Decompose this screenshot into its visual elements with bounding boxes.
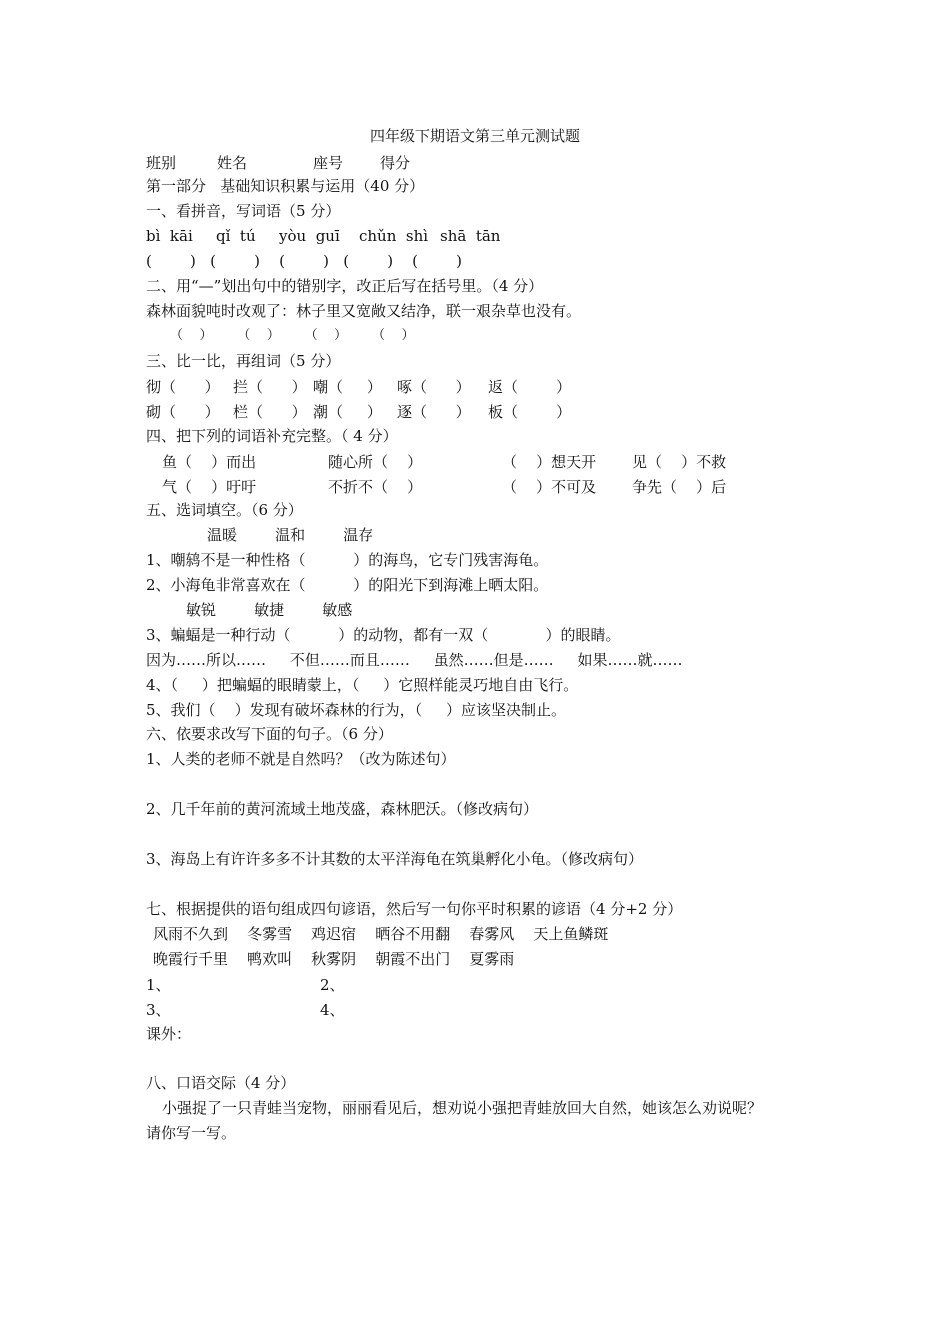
q5-sentence-4: 4、（ ）把蝙蝠的眼睛蒙上，（ ）它照样能灵巧地自由飞行。 [146,676,579,694]
q8-paragraph-1: 小强捉了一只青蛙当宠物，丽丽看见后，想劝说小强把青蛙放回大自然，她该怎么劝说呢？ [162,1099,763,1117]
field-score: 得分 [380,154,411,172]
q3-r2-3: 潮（ ） [313,403,382,421]
q1-heading: 一、看拼音，写词语（5 分） [146,202,341,220]
q4-r1-1: 鱼（ ）而出 [162,453,257,471]
q3-r2-5: 板（ ） [488,403,572,421]
part-heading: 第一部分 基础知识积累与运用（40 分） [146,177,425,195]
field-seat: 座号 [313,154,344,172]
field-class: 班别 [146,154,177,172]
q3-r2-2: 栏（ ） [233,403,307,421]
pinyin-1: bì kāi [146,227,193,245]
q7-proverbs-1: 风雨不久到 冬雾雪 鸡迟宿 晒谷不用翻 春雾风 天上鱼鳞斑 [153,925,609,943]
q4-heading: 四、把下列的词语补充完整。（ 4 分） [146,427,398,445]
q8-paragraph-2: 请你写一写。 [146,1124,237,1142]
q2-sentence: 森林面貌吨时改观了：林子里又宽敞又结净，联一艰杂草也没有。 [146,302,582,320]
q4-r2-2: 不折不（ ） [328,478,423,496]
q4-r2-1: 气（ ）吁吁 [162,478,257,496]
q4-r1-4: 见（ ）不救 [632,453,727,471]
q3-heading: 三、比一比，再组词（5 分） [146,352,341,370]
q7-answer-1: 1、 [146,976,171,994]
q5-words-3: 因为……所以…… 不但……而且…… 虽然……但是…… 如果……就…… [146,651,683,669]
q4-r2-4: 争先（ ）后 [632,478,727,496]
pinyin-3: yòu guī [279,227,340,245]
q4-r1-3: （ ）想天开 [502,453,597,471]
q2-blanks: （ ） （ ） （ ） （ ） [170,328,415,343]
q5-sentence-1: 1、嘲鸫不是一种性格（ ）的海鸟，它专门残害海龟。 [146,551,549,569]
q8-heading: 八、口语交际（4 分） [146,1074,296,1092]
pinyin-5: shā tān [440,227,501,245]
q7-answer-4: 4、 [320,1001,345,1019]
q5-sentence-3: 3、蝙蝠是一种行动（ ）的动物，都有一双（ ）的眼睛。 [146,626,621,644]
q7-proverbs-2: 晚霞行千里 鸭欢叫 秋雾阴 朝霞不出门 夏雾雨 [153,950,515,968]
q4-r1-2: 随心所（ ） [328,453,423,471]
q3-r1-4: 啄（ ） [397,378,471,396]
q6-sentence-2: 2、几千年前的黄河流域土地茂盛，森林肥沃。（修改病句） [146,800,539,818]
q6-sentence-3: 3、海岛上有许许多多不计其数的太平洋海龟在筑巢孵化小龟。（修改病句） [146,850,644,868]
q4-r2-3: （ ）不可及 [502,478,597,496]
pinyin-2: qǐ tú [216,227,256,245]
q6-heading: 六、依要求改写下面的句子。（6 分） [146,725,393,743]
q3-r2-4: 逐（ ） [397,403,471,421]
q3-r1-3: 嘲（ ） [313,378,382,396]
q3-r1-2: 拦（ ） [233,378,307,396]
q3-r2-1: 砌（ ） [146,403,220,421]
q7-heading: 七、根据提供的语句组成四句谚语，然后写一句你平时积累的谚语（4 分+2 分） [146,900,683,918]
q6-sentence-1: 1、人类的老师不就是自然吗？（改为陈述句） [146,750,456,768]
q7-extra: 课外： [146,1025,192,1043]
field-name: 姓名 [217,154,248,172]
q5-sentence-2: 2、小海龟非常喜欢在（ ）的阳光下到海滩上晒太阳。 [146,576,549,594]
q7-answer-2: 2、 [320,976,345,994]
q3-r1-5: 返（ ） [488,378,572,396]
q3-r1-1: 彻（ ） [146,378,220,396]
q2-heading: 二、用“—”划出句中的错别字，改正后写在括号里。（4 分） [146,277,544,295]
page-title: 四年级下期语文第三单元测试题 [369,127,580,145]
q5-words-2: 敏锐 敏捷 敏感 [186,601,353,619]
pinyin-4: chǔn shì [359,227,429,245]
q5-words-1: 温暖 温和 温存 [207,526,374,544]
q7-answer-3: 3、 [146,1001,171,1019]
q5-heading: 五、选词填空。（6 分） [146,501,303,519]
q1-blanks: ( ) ( ) ( ) ( ) ( ) [146,252,462,270]
q5-sentence-5: 5、我们（ ）发现有破坏森林的行为，（ ）应该坚决制止。 [146,701,566,719]
